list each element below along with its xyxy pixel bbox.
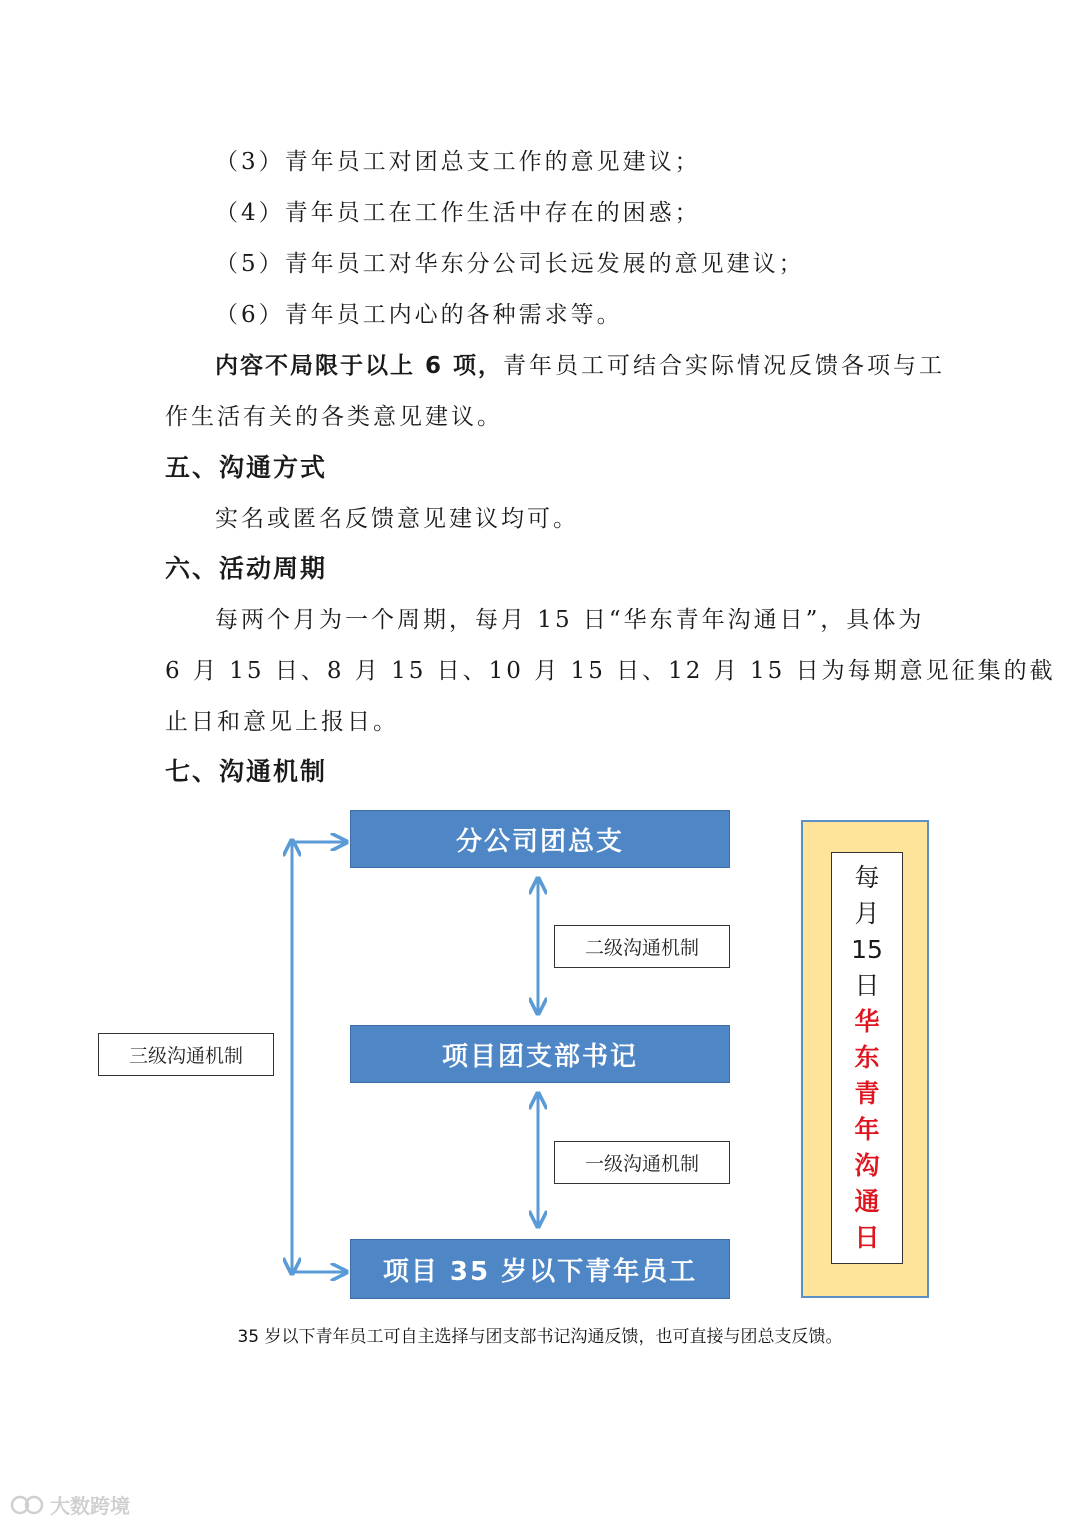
side-char-red: 华 (854, 1007, 880, 1036)
note-line-2: 作生活有关的各类意见建议。 (165, 404, 503, 430)
list-item: （6）青年员工内心的各种需求等。 (215, 302, 623, 328)
side-char-red: 通 (854, 1187, 880, 1216)
middle-node: 项目团支部书记 (350, 1025, 730, 1083)
side-banner (801, 820, 929, 1298)
side-char-red: 年 (854, 1115, 880, 1144)
note-bold: 内容不局限于以上 6 项， (215, 353, 504, 379)
side-char-red: 东 (854, 1043, 880, 1072)
watermark (10, 1490, 130, 1519)
list-item: （3）青年员工对团总支工作的意见建议； (215, 149, 701, 175)
watermark-text: 大数跨境 (50, 1494, 130, 1518)
list-item: （4）青年员工在工作生活中存在的困惑； (215, 200, 701, 226)
list-item: （5）青年员工对华东分公司长远发展的意见建议； (215, 251, 805, 277)
section-heading: 七、沟通机制 (165, 757, 328, 786)
side-char-red: 沟 (854, 1151, 880, 1180)
level3-label: 三级沟通机制 (98, 1033, 274, 1076)
paragraph: 止日和意见上报日。 (165, 709, 399, 735)
note-rest: 青年员工可结合实际情况反馈各项与工 (503, 353, 946, 379)
level2-label: 二级沟通机制 (554, 925, 730, 968)
side-banner-text (831, 852, 903, 1264)
diagram-caption: 35 岁以下青年员工可自主选择与团支部书记沟通反馈，也可直接与团总支反馈。 (237, 1327, 843, 1347)
paragraph: 实名或匿名反馈意见建议均可。 (215, 506, 579, 532)
side-char: 日 (854, 971, 880, 1000)
bottom-node: 项目 35 岁以下青年员工 (350, 1239, 730, 1299)
level1-label: 一级沟通机制 (554, 1141, 730, 1184)
side-char-red: 日 (854, 1223, 880, 1252)
top-node: 分公司团总支 (350, 810, 730, 868)
paragraph: 每两个月为一个周期，每月 15 日“华东青年沟通日”，具体为 (215, 607, 925, 633)
side-char-red: 青 (854, 1079, 880, 1108)
side-char: 月 (854, 899, 880, 928)
section-heading: 六、活动周期 (165, 554, 328, 583)
paragraph: 6 月 15 日、8 月 15 日、10 月 15 日、12 月 15 日为每期意见征集的截 (165, 658, 1056, 684)
watermark-logo-icon (10, 1493, 50, 1517)
section-heading: 五、沟通方式 (165, 453, 328, 482)
side-char: 15 (851, 935, 883, 964)
side-char: 每 (854, 863, 880, 892)
